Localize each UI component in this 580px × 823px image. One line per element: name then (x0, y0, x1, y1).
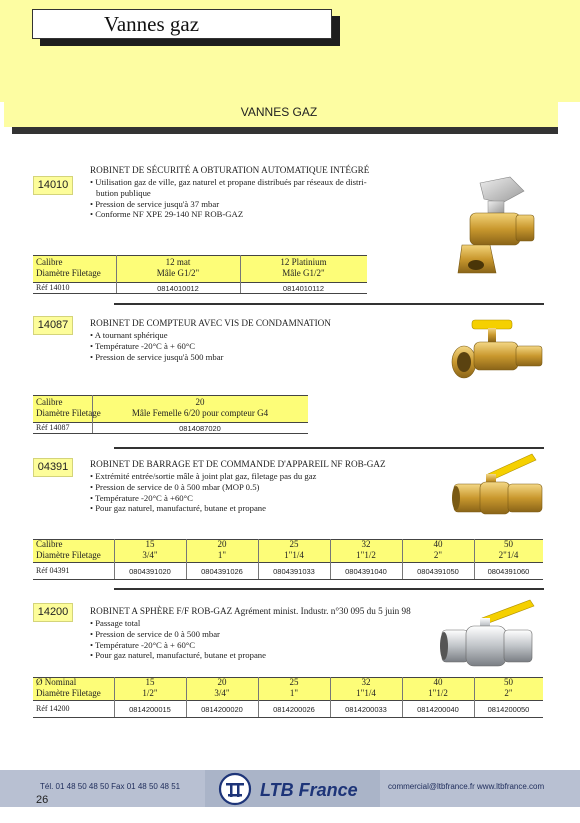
row-label-nominal: Ø Nominal (36, 677, 77, 687)
ref-cell: 0814200033 (345, 705, 387, 714)
ref-cell: 0804391040 (345, 567, 387, 576)
nominal-cell: 50 (504, 677, 513, 687)
calibre-cell: 20 (195, 397, 205, 407)
bullet-item: • Température -20°C à + 60°C (90, 639, 196, 650)
calibre-cell: 32 (361, 539, 371, 549)
bullet-item: • Pour gaz naturel, manufacturé, butane et propane (90, 650, 266, 661)
bullet-item: • A tournant sphérique (90, 330, 168, 340)
product-bullets (90, 177, 367, 220)
section-separator (114, 588, 544, 590)
filetage-cell: Mâle G1/2" (156, 268, 200, 278)
ltb-logo-icon (218, 772, 252, 806)
row-label-ref: Réf 14200 (36, 704, 70, 713)
bullet-item: bution publique (96, 187, 151, 198)
table-rule (33, 255, 367, 256)
product-code-04391: 04391 (33, 458, 73, 477)
ref-cell: 0814200020 (201, 705, 243, 714)
ref-cell: 0804391033 (273, 567, 315, 576)
calibre-cell: 20 (217, 539, 227, 549)
brand-logo-text: LTB France (260, 780, 358, 800)
row-label-filetage: Diamètre Filetage (36, 688, 101, 698)
filetage-cell: 1"1/2 (356, 550, 376, 560)
filetage-cell: 1"1/2 (428, 688, 448, 698)
filetage-cell: 3/4" (142, 550, 158, 560)
product-title: ROBINET DE COMPTEUR AVEC VIS DE CONDAMNATION (90, 318, 331, 328)
ref-cell: 0814087020 (179, 424, 221, 433)
product-bullets (90, 618, 266, 661)
calibre-cell: 12 mat (165, 257, 191, 267)
ref-cell: 0814200040 (417, 705, 459, 714)
table-rule (33, 562, 543, 563)
nominal-cell: 32 (361, 677, 371, 687)
product-title: ROBINET A SPHÈRE F/F ROB-GAZ Agrément minist. Industr. n°30 095 du 5 juin 98 (90, 606, 411, 616)
product-bullets (90, 471, 316, 514)
filetage-cell: 1/2" (142, 688, 158, 698)
calibre-cell: 50 (504, 539, 513, 549)
nominal-cell: 15 (145, 677, 155, 687)
filetage-cell: 2" (504, 688, 513, 698)
section-separator (114, 447, 544, 449)
product-title: ROBINET DE BARRAGE ET DE COMMANDE D'APPAREIL NF ROB-GAZ (90, 459, 386, 469)
bullet-item: • Pression de service de 0 à 500 mbar (MOP 0.5) (90, 481, 260, 492)
ref-cell: 0804391026 (201, 567, 243, 576)
row-label-calibre: Calibre (36, 397, 63, 407)
filetage-cell: 2"1/4 (498, 550, 519, 560)
bullet-item: • Utilisation gaz de ville, gaz naturel et propane distribués par réseaux de distri- (90, 177, 367, 187)
nominal-cell: 20 (217, 677, 227, 687)
product-code-14087: 14087 (33, 316, 73, 335)
filetage-cell: 3/4" (214, 688, 230, 698)
filetage-cell: 1" (289, 688, 299, 698)
table-rule (33, 395, 308, 396)
table-rule (33, 717, 543, 718)
filetage-cell: Mâle G1/2" (282, 268, 325, 278)
product-bullets (90, 330, 223, 362)
bullet-item: • Pression de service jusqu'à 500 mbar (90, 351, 224, 362)
filetage-cell: 1" (217, 550, 227, 560)
section-banner-label: VANNES GAZ (240, 105, 318, 119)
calibre-cell: 25 (289, 539, 299, 549)
row-label-calibre: Calibre (36, 257, 63, 267)
ref-cell: 0804391060 (487, 567, 530, 576)
ref-cell: 0804391050 (417, 567, 459, 576)
bullet-item: • Température -20°C à + 60°C (90, 340, 196, 351)
ref-cell: 0814200015 (129, 705, 171, 714)
table-rule (33, 422, 308, 423)
bullet-item: • Pression de service jusqu'à 37 mbar (90, 198, 220, 209)
calibre-cell: 15 (145, 539, 155, 549)
bullet-item: • Pression de service de 0 à 500 mbar (90, 628, 220, 639)
filetage-cell: 1"1/4 (284, 550, 304, 560)
ref-cell: 0814200050 (487, 705, 530, 714)
filetage-cell: 2" (433, 550, 443, 560)
footer-phone: Tél. 01 48 50 48 50 Fax 01 48 50 48 51 (40, 782, 181, 791)
bullet-item: • Pour gaz naturel, manufacturé, butane et propane (90, 503, 266, 514)
table-rule (33, 579, 543, 580)
row-label-calibre: Calibre (36, 539, 63, 549)
table-rule (33, 700, 543, 701)
row-label-filetage: Diamètre Filetage (36, 268, 101, 278)
table-rule (33, 293, 367, 294)
bullet-item: • Conforme NF XPE 29-140 NF ROB-GAZ (90, 209, 244, 220)
row-label-ref: Réf 14010 (36, 283, 70, 292)
ref-cell: 0814010112 (282, 284, 325, 293)
ref-cell: 0804391020 (129, 567, 171, 576)
safety-valve-image (432, 175, 538, 277)
row-label-ref: Réf 04391 (36, 566, 70, 575)
ball-valve-image (438, 598, 548, 668)
nominal-cell: 40 (433, 677, 443, 687)
row-label-filetage: Diamètre Filetage (36, 550, 101, 560)
row-label-filetage: Diamètre Filetage (36, 408, 101, 418)
row-label-ref: Réf 14087 (36, 423, 70, 432)
shutoff-valve-image (448, 452, 548, 520)
meter-valve-image (448, 318, 548, 380)
ref-cell: 0814200026 (273, 705, 315, 714)
table-rule (33, 433, 308, 434)
section-separator (114, 303, 544, 305)
page-title: Vannes gaz (104, 12, 200, 36)
filetage-cell: Mâle Femelle 6/20 pour compteur G4 (131, 408, 269, 418)
product-code-14010: 14010 (33, 176, 73, 195)
bullet-item: • Extrémité entrée/sortie mâle à joint plat gaz, filetage pas du gaz (90, 471, 317, 481)
bullet-item: • Passage total (90, 618, 141, 628)
page-number: 26 (36, 794, 49, 806)
product-title: ROBINET DE SÉCURITÉ A OBTURATION AUTOMATIQUE INTÉGRÉ (90, 165, 370, 175)
filetage-cell: 1"1/4 (356, 688, 376, 698)
calibre-cell: 40 (433, 539, 443, 549)
product-code-14200: 14200 (33, 603, 73, 622)
calibre-cell: 12 Platinium (280, 257, 327, 267)
table-rule (33, 282, 367, 283)
ref-cell: 0814010012 (157, 284, 199, 293)
nominal-cell: 25 (289, 677, 299, 687)
bullet-item: • Température -20°C à +60°C (90, 492, 193, 503)
footer-contact: commercial@ltbfrance.fr www.ltbfrance.com (388, 782, 545, 791)
